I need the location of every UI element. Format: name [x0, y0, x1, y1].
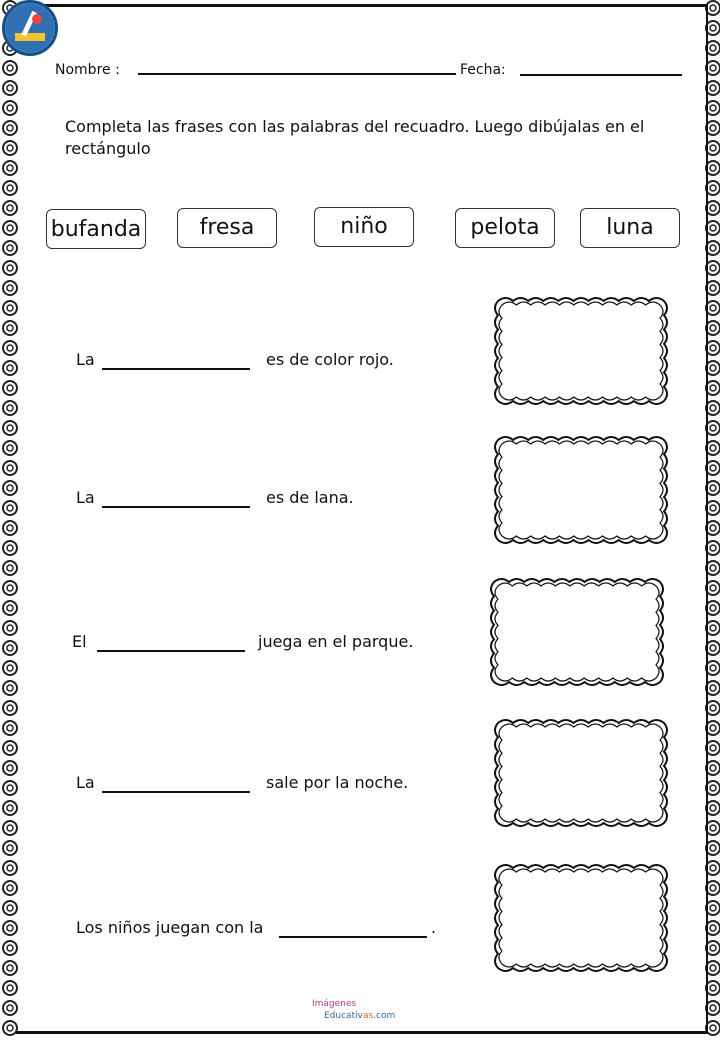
chain-link-icon — [3, 941, 17, 955]
chain-link-icon — [706, 1021, 720, 1035]
scalloped-border-outer — [495, 865, 667, 971]
chain-link-icon — [3, 321, 17, 335]
word-box-pelota: pelota — [455, 208, 555, 248]
chain-link-icon — [706, 841, 720, 855]
chain-link-icon — [706, 801, 720, 815]
drawing-frame-3[interactable] — [486, 574, 668, 690]
footer-line-2 — [312, 1010, 395, 1022]
chain-link-icon — [3, 241, 17, 255]
chain-link-icon — [706, 741, 720, 755]
chain-link-icon — [706, 581, 720, 595]
drawing-frame-2[interactable] — [490, 432, 672, 548]
chain-link-icon — [706, 181, 720, 195]
chain-link-icon — [706, 821, 720, 835]
chain-link-icon — [706, 341, 720, 355]
chain-link-icon — [706, 321, 720, 335]
chain-link-icon — [706, 241, 720, 255]
chain-link-icon — [3, 201, 17, 215]
drawing-frame-1[interactable] — [490, 293, 672, 409]
chain-link-icon — [3, 81, 17, 95]
sentence-2-blank[interactable] — [102, 506, 250, 508]
chain-link-icon — [706, 161, 720, 175]
chain-link-icon — [3, 441, 17, 455]
chain-link-icon — [3, 141, 17, 155]
chain-link-icon — [3, 761, 17, 775]
chain-link-icon — [3, 1021, 17, 1035]
chain-link-icon — [706, 701, 720, 715]
chain-link-icon — [706, 141, 720, 155]
chain-link-icon — [3, 701, 17, 715]
sentence-2 — [76, 488, 456, 510]
chain-link-icon — [706, 41, 720, 55]
footer-line-1: Imágenes — [312, 999, 357, 1009]
chain-link-icon — [706, 541, 720, 555]
chain-link-icon — [3, 181, 17, 195]
chain-link-icon — [706, 1001, 720, 1015]
footer-part-a: Educativ — [324, 1011, 363, 1021]
chain-link-icon — [3, 561, 17, 575]
sentence-3-end: juega en el parque. — [258, 632, 414, 651]
chain-link-icon — [706, 901, 720, 915]
logo-icon — [2, 0, 58, 56]
chain-link-icon — [706, 881, 720, 895]
chain-link-icon — [3, 341, 17, 355]
chain-link-icon — [3, 801, 17, 815]
chain-link-icon — [706, 1, 720, 15]
chain-link-icon — [3, 581, 17, 595]
chain-link-icon — [706, 381, 720, 395]
chain-link-icon — [706, 861, 720, 875]
chain-link-icon — [3, 361, 17, 375]
sentence-1-start: La — [76, 350, 95, 369]
chain-link-icon — [706, 961, 720, 975]
chain-link-icon — [706, 101, 720, 115]
sentence-5-blank[interactable] — [279, 936, 427, 938]
chain-link-icon — [3, 601, 17, 615]
chain-link-icon — [3, 161, 17, 175]
chain-link-icon — [3, 961, 17, 975]
chain-link-icon — [3, 661, 17, 675]
chain-link-icon — [3, 421, 17, 435]
footer-watermark — [312, 998, 395, 1022]
sentence-1-end: es de color rojo. — [266, 350, 394, 369]
chain-link-icon — [706, 221, 720, 235]
chain-link-icon — [3, 741, 17, 755]
scalloped-border-outer — [495, 720, 667, 826]
scalloped-border-outer — [491, 579, 663, 685]
sentence-5 — [76, 918, 456, 940]
date-label: Fecha: — [460, 62, 506, 78]
chain-link-icon — [706, 641, 720, 655]
chain-link-icon — [706, 781, 720, 795]
chain-link-icon — [706, 501, 720, 515]
chain-link-icon — [706, 361, 720, 375]
scalloped-border-outer — [495, 437, 667, 543]
chain-link-icon — [706, 981, 720, 995]
chain-link-icon — [3, 101, 17, 115]
chain-link-icon — [3, 981, 17, 995]
sentence-4-blank[interactable] — [102, 791, 250, 793]
chain-link-icon — [706, 721, 720, 735]
name-field[interactable] — [138, 73, 456, 75]
word-box-bufanda: bufanda — [46, 209, 146, 249]
word-box-fresa: fresa — [177, 208, 277, 248]
sentence-4-end: sale por la noche. — [266, 773, 409, 792]
sentence-2-end: es de lana. — [266, 488, 354, 507]
chain-link-icon — [706, 61, 720, 75]
chain-link-icon — [706, 921, 720, 935]
sentence-3-blank[interactable] — [97, 650, 245, 652]
scalloped-border-outer — [495, 298, 667, 404]
footer-part-c: .com — [373, 1011, 396, 1021]
chain-link-icon — [3, 301, 17, 315]
chain-link-icon — [706, 201, 720, 215]
chain-link-icon — [3, 401, 17, 415]
chain-link-icon — [3, 481, 17, 495]
chain-link-icon — [706, 681, 720, 695]
date-field[interactable] — [520, 74, 682, 76]
chain-link-icon — [706, 21, 720, 35]
chain-link-icon — [706, 461, 720, 475]
word-box-nino: niño — [314, 207, 414, 247]
chain-link-icon — [3, 541, 17, 555]
chain-link-icon — [3, 1001, 17, 1015]
chain-link-icon — [3, 221, 17, 235]
chain-link-icon — [3, 621, 17, 635]
chain-link-icon — [706, 621, 720, 635]
sentence-4 — [76, 773, 456, 795]
chain-link-icon — [3, 721, 17, 735]
sentence-1-blank[interactable] — [102, 368, 250, 370]
chain-link-icon — [3, 501, 17, 515]
chain-link-icon — [706, 661, 720, 675]
chain-link-icon — [3, 641, 17, 655]
chain-link-icon — [706, 521, 720, 535]
chain-link-icon — [706, 261, 720, 275]
chain-link-icon — [3, 841, 17, 855]
chain-link-icon — [706, 601, 720, 615]
chain-link-icon — [3, 881, 17, 895]
chain-link-icon — [3, 781, 17, 795]
sentence-5-end: . — [431, 918, 437, 937]
instruction-text: Completa las frases con las palabras del recuadro. Luego dibújalas en el rectángulo — [65, 117, 645, 158]
chain-link-icon — [3, 121, 17, 135]
footer-part-b: as — [362, 1011, 374, 1021]
chain-link-icon — [3, 61, 17, 75]
chain-link-icon — [706, 761, 720, 775]
chain-link-icon — [706, 941, 720, 955]
chain-link-icon — [706, 421, 720, 435]
chain-link-icon — [3, 861, 17, 875]
chain-link-icon — [706, 481, 720, 495]
drawing-frame-5[interactable] — [490, 860, 672, 976]
sentence-1 — [76, 350, 456, 372]
chain-link-icon — [3, 681, 17, 695]
chain-link-icon — [706, 401, 720, 415]
chain-link-icon — [3, 921, 17, 935]
chain-link-icon — [706, 121, 720, 135]
chain-link-icon — [706, 301, 720, 315]
chain-link-icon — [706, 281, 720, 295]
name-label: Nombre : — [55, 62, 120, 78]
word-box-luna: luna — [580, 208, 680, 248]
chain-link-icon — [3, 821, 17, 835]
chain-link-icon — [706, 441, 720, 455]
sentence-3 — [72, 632, 452, 654]
sentence-2-start: La — [76, 488, 95, 507]
chain-link-icon — [3, 261, 17, 275]
sentence-3-start: El — [72, 632, 87, 651]
chain-link-icon — [3, 901, 17, 915]
sentence-4-start: La — [76, 773, 95, 792]
drawing-frame-4[interactable] — [490, 715, 672, 831]
chain-link-icon — [3, 281, 17, 295]
chain-link-icon — [3, 381, 17, 395]
chain-link-icon — [3, 461, 17, 475]
sentence-5-start: Los niños juegan con la — [76, 918, 264, 937]
chain-link-icon — [706, 81, 720, 95]
chain-link-icon — [706, 561, 720, 575]
chain-link-icon — [3, 521, 17, 535]
